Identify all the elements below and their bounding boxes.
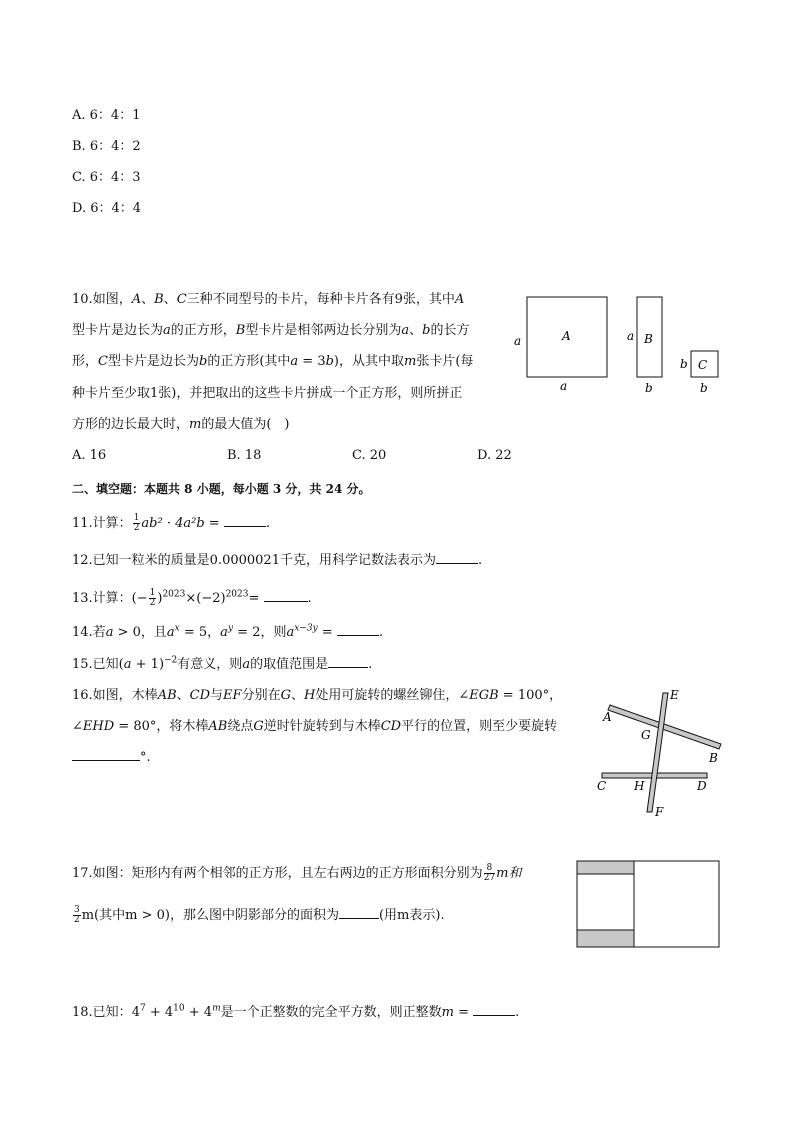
- q10-option-b: B. 18: [227, 448, 262, 463]
- label-e: E: [670, 688, 679, 702]
- label-b: B: [709, 751, 718, 765]
- option-c: C. 6：4：3: [72, 170, 141, 185]
- card-b-bottom-label: b: [645, 381, 653, 395]
- q10-line-3: 形，C型卡片是边长为b的正方形(其中a = 3b)，从其中取m张卡片(每: [72, 354, 474, 369]
- q14: 14.若a > 0，且$a^x = 5$，$a^y = 2$，则$a^{x-3y}$ = .: [72, 623, 383, 640]
- label-h: H: [634, 779, 645, 793]
- option-b: B. 6：4：2: [72, 139, 141, 154]
- card-a-side-label: a: [514, 334, 522, 348]
- card-a-label: A: [562, 329, 571, 343]
- q16-line-2: ∠EHD = 80°，将木棒AB绕点G逆时针旋转到与木棒CD平行的位置，则至少要旋转: [72, 719, 558, 734]
- q10-line-4: 种卡片至少取1张)，并把取出的这些卡片拼成一个正方形，则所拼正: [72, 386, 463, 401]
- shaded-region-top: [577, 861, 634, 874]
- label-f: F: [655, 805, 664, 819]
- card-c-label: C: [698, 358, 708, 372]
- label-c: C: [597, 779, 607, 793]
- q11-answer-blank[interactable]: [224, 514, 266, 527]
- q10-option-c: C. 20: [352, 448, 387, 463]
- q10-line-5: 方形的边长最大时，m的最大值为( ): [72, 417, 290, 432]
- q15-answer-blank[interactable]: [328, 655, 368, 668]
- q17-line-2: $\frac{3}{2}$ m(其中m > 0)，那么图中阴影部分的面积为 (用m表示).: [74, 905, 445, 925]
- q17-answer-blank[interactable]: [339, 906, 379, 919]
- q10-cards-figure: [510, 290, 730, 400]
- q17-rectangle-figure: [576, 860, 721, 950]
- q10-line-2: 型卡片是边长为a的正方形，B型卡片是相邻两边长分别为a、b的长方: [72, 323, 470, 338]
- q16-line-1: 16.如图，木棒AB、CD与EF分别在G、H处用可旋转的螺丝铆住，∠EGB = 100°，: [72, 688, 563, 703]
- section-2-heading: 二、填空题：本题共 8 小题，每小题 3 分，共 24 分。: [72, 482, 371, 496]
- q17-line-1: 17.如图：矩形内有两个相邻的正方形，且左右两边的正方形面积分别为 $\frac{8}{27}$ m和: [72, 863, 522, 883]
- card-c-bottom-label: b: [700, 381, 708, 395]
- q15: 15.已知$(a + 1)^{-2}$有意义，则a的取值范围是 .: [72, 655, 373, 672]
- q12-answer-blank[interactable]: [436, 551, 478, 564]
- label-g: G: [641, 728, 651, 742]
- card-b-label: B: [644, 332, 653, 346]
- label-a: A: [603, 710, 612, 724]
- q18-answer-blank[interactable]: [473, 1003, 515, 1016]
- q14-answer-blank[interactable]: [337, 623, 379, 636]
- q11: 11.计算： $\frac{1}{2}$ ab² · 4a²b = .: [72, 513, 270, 533]
- q13-answer-blank[interactable]: [264, 589, 308, 602]
- q10-line-1: 10.如图，A、B、C三种不同型号的卡片，每种卡片各有9张，其中A: [72, 292, 465, 307]
- q10-option-a: A. 16: [72, 448, 107, 463]
- shaded-region-bottom: [577, 930, 634, 947]
- q12: 12.已知一粒米的质量是0.0000021千克，用科学记数法表示为 .: [72, 553, 483, 568]
- q16-sticks-figure: [590, 685, 730, 820]
- q18: 18.已知：$4^7 + 4^{10} + 4^m$是一个正整数的完全平方数，则正整数m = .: [72, 1003, 520, 1020]
- label-d: D: [697, 779, 707, 793]
- card-c-side-label: b: [680, 357, 688, 371]
- card-a-bottom-label: a: [560, 379, 568, 393]
- q10-option-d: D. 22: [477, 448, 512, 463]
- q13: 13.计算：(− $\frac{1}{2}$ )$^{2023}\times(-2)^{2023}=$ .: [72, 588, 312, 608]
- option-d: D. 6：4：4: [72, 201, 142, 216]
- q16-answer-blank[interactable]: [72, 748, 140, 761]
- q16-line-3: °.: [72, 748, 151, 767]
- card-b-side-label: a: [627, 329, 635, 343]
- option-a: A. 6：4：1: [72, 108, 141, 123]
